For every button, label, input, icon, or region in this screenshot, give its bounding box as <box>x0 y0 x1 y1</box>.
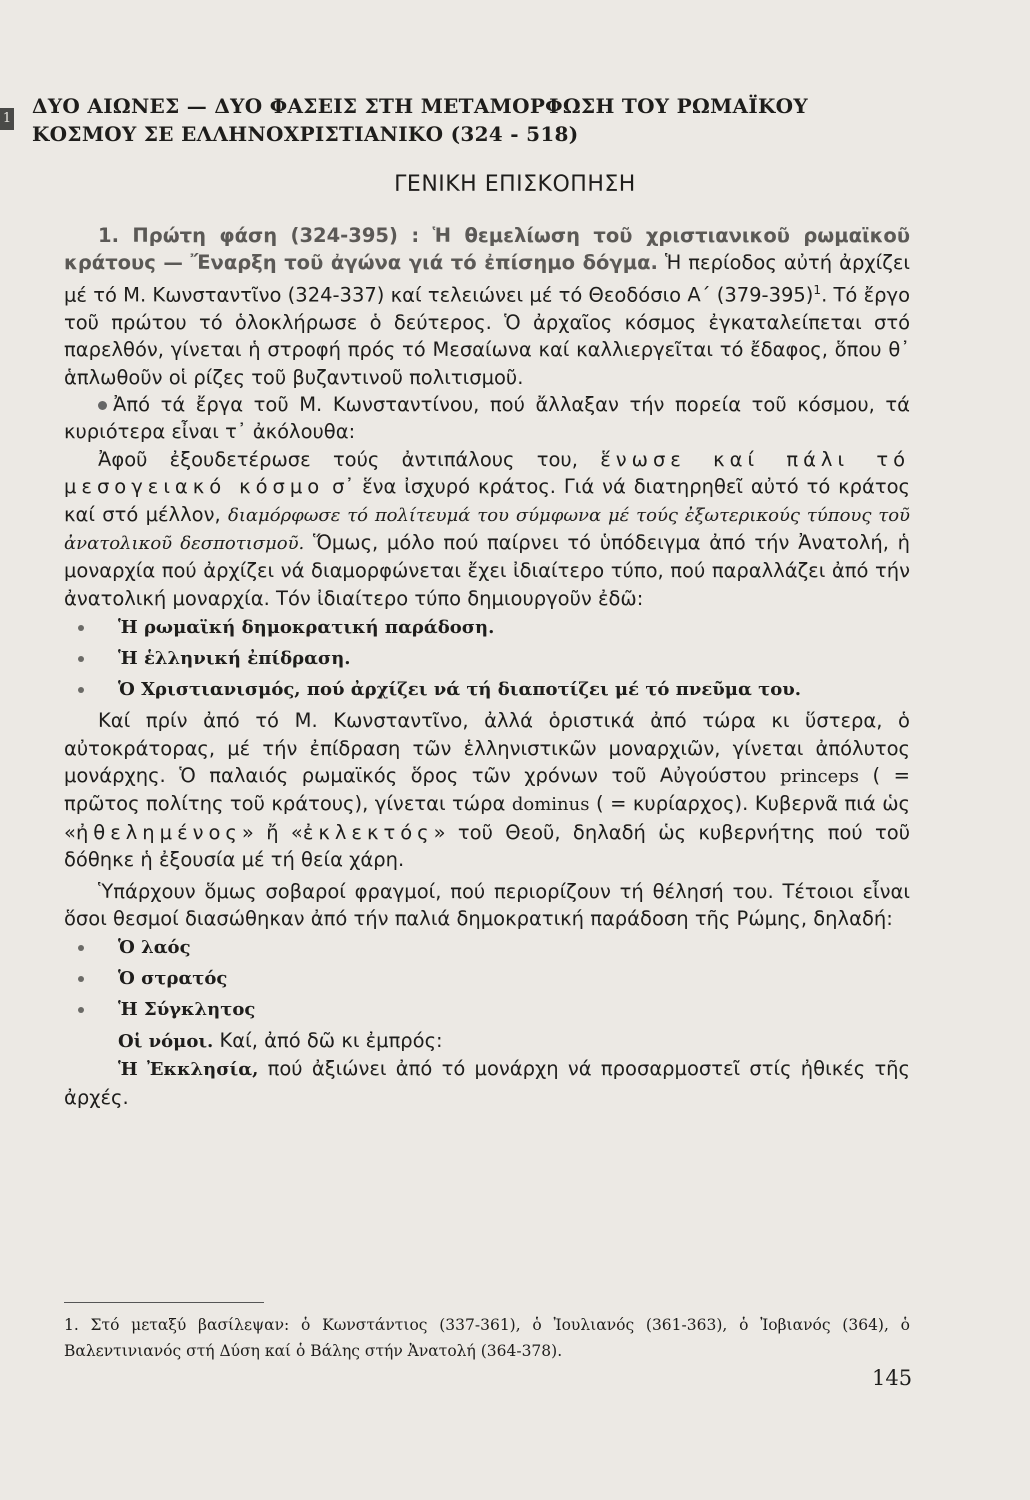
text-fragment: » τοῦ Θεοῦ, δηλαδή ὡς κυβερνήτης πού τοῦ δόθηκε ἡ ἐξουσία μέ τή θεία χάρη. <box>64 820 910 872</box>
list-item <box>64 676 910 703</box>
paragraph-works-text: Ἀπό τά ἔργα τοῦ Μ. Κωνσταντίνου, πού ἄλλαξαν τήν πορεία τοῦ κόσμου, τά κυριότερα εἶναι τ᾿ ἀκόλουθα: <box>64 392 910 444</box>
influences-list <box>64 614 910 703</box>
text-fragment: ( = πρῶτος πολίτης τοῦ κράτους), γίνεται τώρα <box>64 764 910 816</box>
page-number: 145 <box>872 1366 913 1390</box>
paragraph-unification <box>64 446 910 612</box>
list-item <box>64 645 910 672</box>
bullet-icon <box>78 625 84 631</box>
section-text-a: Ἡ περίοδος αὐτή ἀρχίζει μέ τό Μ. Κωνσταντῖνο (324-337) καί τελειώνει μέ τό Θεοδόσιο Α΄ (379-395) <box>64 251 910 307</box>
list-item-text: Ὁ στρατός <box>118 968 228 990</box>
footnote: 1. Στό μεταξύ βασίλεψαν: ὁ Κωνστάντιος (337-361), ὁ Ἰουλιανός (361-363), ὁ Ἰοβιανός (364), ὁ Βαλεντινιανός στή Δύση καί ὁ Βάλης στήν Ἀνατολή (364-378). <box>64 1316 910 1360</box>
paragraph-church <box>64 1055 910 1111</box>
footnote-divider <box>64 1302 264 1303</box>
margin-dot-icon <box>98 401 107 410</box>
list-item-text: Ἡ ἑλληνική ἐπίδραση. <box>118 648 351 670</box>
church-bold: Ἡ Ἐκκλησία, <box>118 1059 259 1081</box>
bullet-icon <box>78 976 84 982</box>
list-item-text: Ἡ ρωμαϊκή δημοκρατική παράδοση. <box>118 617 495 639</box>
bullet-icon <box>78 1007 84 1013</box>
list-item-text: Καί, ἀπό δῶ κι ἐμπρός: <box>213 1029 443 1053</box>
chapter-title: ΔΥΟ ΑΙΩΝΕΣ — ΔΥΟ ΦΑΣΕΙΣ ΣΤΗ ΜΕΤΑΜΟΡΦΩΣΗ ΤΟΥ ΡΩΜΑΪΚΟΥ ΚΟΣΜΟΥ ΣΕ ΕΛΛΗΝΟΧΡΙΣΤΙΑΝΙΚΟ (324 - 518) <box>32 94 808 146</box>
footnote-ref[interactable]: 1 <box>813 282 822 297</box>
latin-term: princeps <box>780 766 860 787</box>
list-item-bold: Οἱ νόμοι. <box>118 1031 214 1053</box>
paragraph-works <box>64 391 910 446</box>
italic-emphasis: διαμόρφωσε τό πολίτευμά του σύμφωνα μέ τούς ἐξωτερικούς τύπους τοῦ ἀνατολικοῦ δεσποτισμοῦ. <box>64 504 911 554</box>
spaced-emphasis: ἕνωσε καί πάλι τό μεσογειακό κόσμο <box>64 447 911 499</box>
list-item <box>64 614 910 641</box>
bullet-icon <box>78 945 84 951</box>
list-item-text: Ὁ λαός <box>118 937 191 959</box>
spaced-emphasis: ἠθελημένος <box>75 820 242 844</box>
list-item-text: Ὁ Χριστιανισμός, πού ἀρχίζει νά τή διαποτίζει μέ τό πνεῦμα του. <box>118 679 801 701</box>
spaced-emphasis: ἐκλεκτός <box>302 820 434 844</box>
text-fragment: ( = κυρίαρχος). Κυβερνᾶ πιά ὡς « <box>64 792 910 844</box>
bullet-icon <box>78 687 84 693</box>
section-subtitle: ΓΕΝΙΚΗ ΕΠΙΣΚΟΠΗΣΗ <box>394 172 636 197</box>
text-fragment: Ἀφοῦ ἐξουδετέρωσε τούς ἀντιπάλους του, <box>98 447 601 471</box>
list-item-text: Ἡ Σύγκλητος <box>118 999 256 1021</box>
chapter-marker: 1 <box>0 108 14 130</box>
bullet-icon <box>78 656 84 662</box>
text-fragment: σ᾿ ἕνα ἰσχυρό κράτος. Γιά νά διατηρηθεῖ αὐτό τό κράτος καί στό μέλλον, <box>64 475 910 526</box>
paragraph-monarch <box>64 707 910 873</box>
paragraph-phase-one <box>64 222 910 391</box>
section-heading: 1. Πρώτη φάση (324-395) : Ἡ θεμελίωση τοῦ χριστιανικοῦ ρωμαϊκοῦ κράτους — Ἔναρξη τοῦ ἀγώνα γιά τό ἐπίσημο δόγμα. <box>64 224 910 275</box>
latin-term: dominus <box>511 794 590 816</box>
text-fragment: Ὅμως, μόλο πού παίρνει τό ὑπόδειγμα ἀπό τήν Ἀνατολή, ἡ μοναρχία πού ἀρχίζει νά διαμορφώνεται ἔχει ἰδιαίτερο τύπο, πού παραλλάζει ἀπό τήν ἀνατολική μοναρχία. Τόν ἰδιαίτερο τύπο δημιουργοῦν ἐδῶ: <box>64 530 910 610</box>
list-item <box>64 996 910 1023</box>
list-item <box>64 965 910 992</box>
paragraph-limits: Ὑπάρχουν ὅμως σοβαροί φραγμοί, πού περιορίζουν τή θέλησή του. Τέτοιοι εἶναι ὅσοι θεσμοί διασώθηκαν ἀπό τήν παλιά δημοκρατική παράδοση τῆς Ρώμης, δηλαδή: <box>64 879 910 931</box>
church-text: πού ἀξιώνει ἀπό τό μονάρχη νά προσαρμοστεῖ στίς ἠθικές τῆς ἀρχές. <box>64 1057 910 1109</box>
text-fragment: Καί πρίν ἀπό τό Μ. Κωνσταντῖνο, ἀλλά ὁριστικά ἀπό τώρα κι ὕστερα, ὁ αὐτοκράτορας, μέ τήν ἐπίδραση τῶν ἑλληνιστικῶν μοναρχιῶν, γίνεται ἀπόλυτος μονάρχης. Ὁ παλαιός ρωμαϊκός ὅρος τῶν χρόνων τοῦ Αὐγούστου <box>64 709 910 787</box>
list-item <box>64 934 910 961</box>
main-text <box>64 222 910 1111</box>
text-fragment: » ἤ « <box>241 820 303 844</box>
list-item <box>64 1027 910 1055</box>
institutions-list <box>64 934 910 1055</box>
section-text-b: . Τό ἔργο τοῦ πρώτου τό ὁλοκλήρωσε ὁ δεύτερος. Ὁ ἀρχαῖος κόσμος ἐγκαταλείπεται στό παρελθόν, γίνεται ἡ στροφή πρός τό Μεσαίωνα καί καλλιεργεῖται τό ἔδαφος, ὅπου θ᾿ ἁπλωθοῦν οἱ ρίζες τοῦ βυζαντινοῦ πολιτισμοῦ. <box>64 283 911 389</box>
